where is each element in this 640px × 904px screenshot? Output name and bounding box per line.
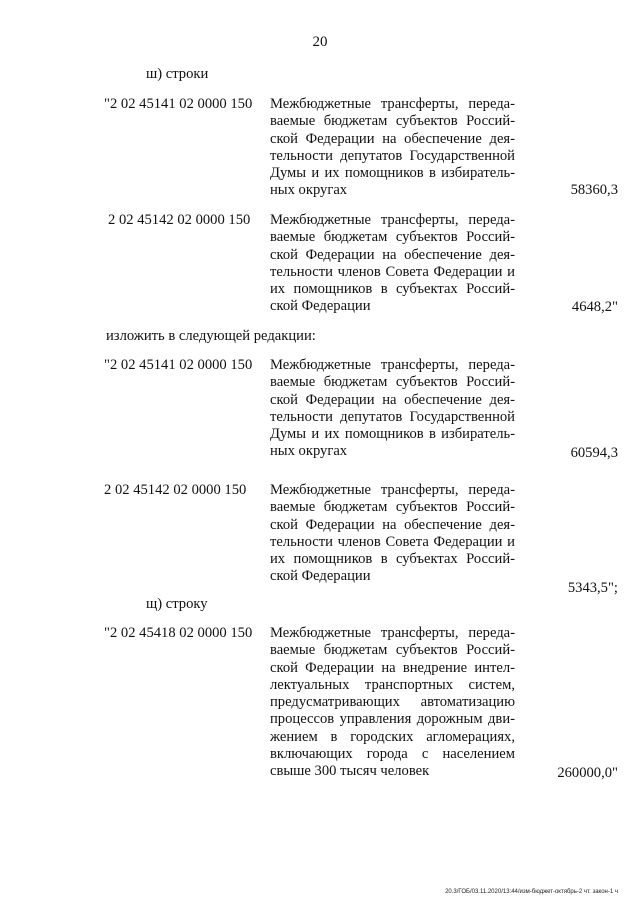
section-heading-sh: ш) строки bbox=[146, 66, 209, 82]
desc-line: ваемые бюджетам субъектов Россий- bbox=[270, 374, 515, 391]
desc-line: тельности членов Совета Федерации и bbox=[270, 263, 515, 280]
desc-line: тельности депутатов Государственной bbox=[270, 147, 515, 164]
row-description bbox=[270, 357, 515, 461]
desc-line: тельности депутатов Государственной bbox=[270, 408, 515, 425]
desc-line: ных округах bbox=[270, 182, 348, 199]
row-description bbox=[270, 96, 515, 200]
amount: 4648,2" bbox=[571, 299, 618, 315]
desc-line: ваемые бюджетам субъектов Россий- bbox=[270, 229, 515, 246]
desc-line: ской Федерации на обеспечение дея- bbox=[270, 246, 515, 263]
desc-line: свыше 300 тысяч человек bbox=[270, 763, 430, 780]
desc-line: ской Федерации на обеспечение дея- bbox=[270, 516, 515, 533]
desc-line: тельности членов Совета Федерации и bbox=[270, 533, 515, 550]
amount: 60594,3 bbox=[570, 445, 618, 461]
desc-line: Думы и их помощников в избиратель- bbox=[270, 426, 515, 443]
desc-line: ской Федерации на обеспечение дея- bbox=[270, 391, 515, 408]
amount: 58360,3 bbox=[570, 182, 618, 198]
budget-code: 2 02 45142 02 0000 150 bbox=[104, 482, 247, 498]
desc-line: Межбюджетные трансферты, переда- bbox=[270, 625, 515, 641]
budget-code: "2 02 45141 02 0000 150 bbox=[104, 357, 253, 373]
budget-code: 2 02 45142 02 0000 150 bbox=[108, 212, 251, 228]
desc-line: Межбюджетные трансферты, переда- bbox=[270, 96, 515, 112]
desc-line: их помощников в субъектах Россий- bbox=[270, 281, 515, 298]
desc-line: жением в городских агломерациях, bbox=[270, 728, 515, 745]
page-number: 20 bbox=[312, 34, 328, 50]
desc-line: ской Федерации bbox=[270, 298, 371, 315]
desc-line: их помощников в субъектах Россий- bbox=[270, 551, 515, 568]
desc-line: включающих города с населением bbox=[270, 746, 515, 763]
desc-line: лектуальных транспортных систем, bbox=[270, 676, 515, 693]
amount: 260000,0" bbox=[557, 765, 618, 781]
row-description bbox=[270, 212, 515, 316]
desc-line: Межбюджетные трансферты, переда- bbox=[270, 212, 515, 228]
document-footer-id: 20.3/ГОБ/03.11.2020/13:44/изм-бюджет-октябрь-2 чт. закон-1 ч bbox=[445, 889, 618, 895]
amount: 5343,5"; bbox=[567, 580, 618, 596]
desc-line: ваемые бюджетам субъектов Россий- bbox=[270, 499, 515, 516]
desc-line: предусматривающих автоматизацию bbox=[270, 694, 515, 711]
desc-line: Думы и их помощников в избиратель- bbox=[270, 165, 515, 182]
row-description bbox=[270, 625, 515, 781]
desc-line: ской Федерации на обеспечение дея- bbox=[270, 130, 515, 147]
desc-line: процессов управления дорожным дви- bbox=[270, 711, 515, 728]
desc-line: ской Федерации bbox=[270, 568, 371, 585]
budget-code: "2 02 45418 02 0000 150 bbox=[104, 625, 253, 641]
desc-line: ваемые бюджетам субъектов Россий- bbox=[270, 113, 515, 130]
desc-line: ных округах bbox=[270, 443, 348, 460]
desc-line: Межбюджетные трансферты, переда- bbox=[270, 482, 515, 498]
row-description bbox=[270, 482, 515, 586]
desc-line: ской Федерации на внедрение интел- bbox=[270, 659, 515, 676]
desc-line: ваемые бюджетам субъектов Россий- bbox=[270, 642, 515, 659]
desc-line: Межбюджетные трансферты, переда- bbox=[270, 357, 515, 373]
budget-code: "2 02 45141 02 0000 150 bbox=[104, 96, 253, 112]
transition-text: изложить в следующей редакции: bbox=[106, 328, 316, 344]
section-heading-shch: щ) строку bbox=[146, 596, 208, 612]
